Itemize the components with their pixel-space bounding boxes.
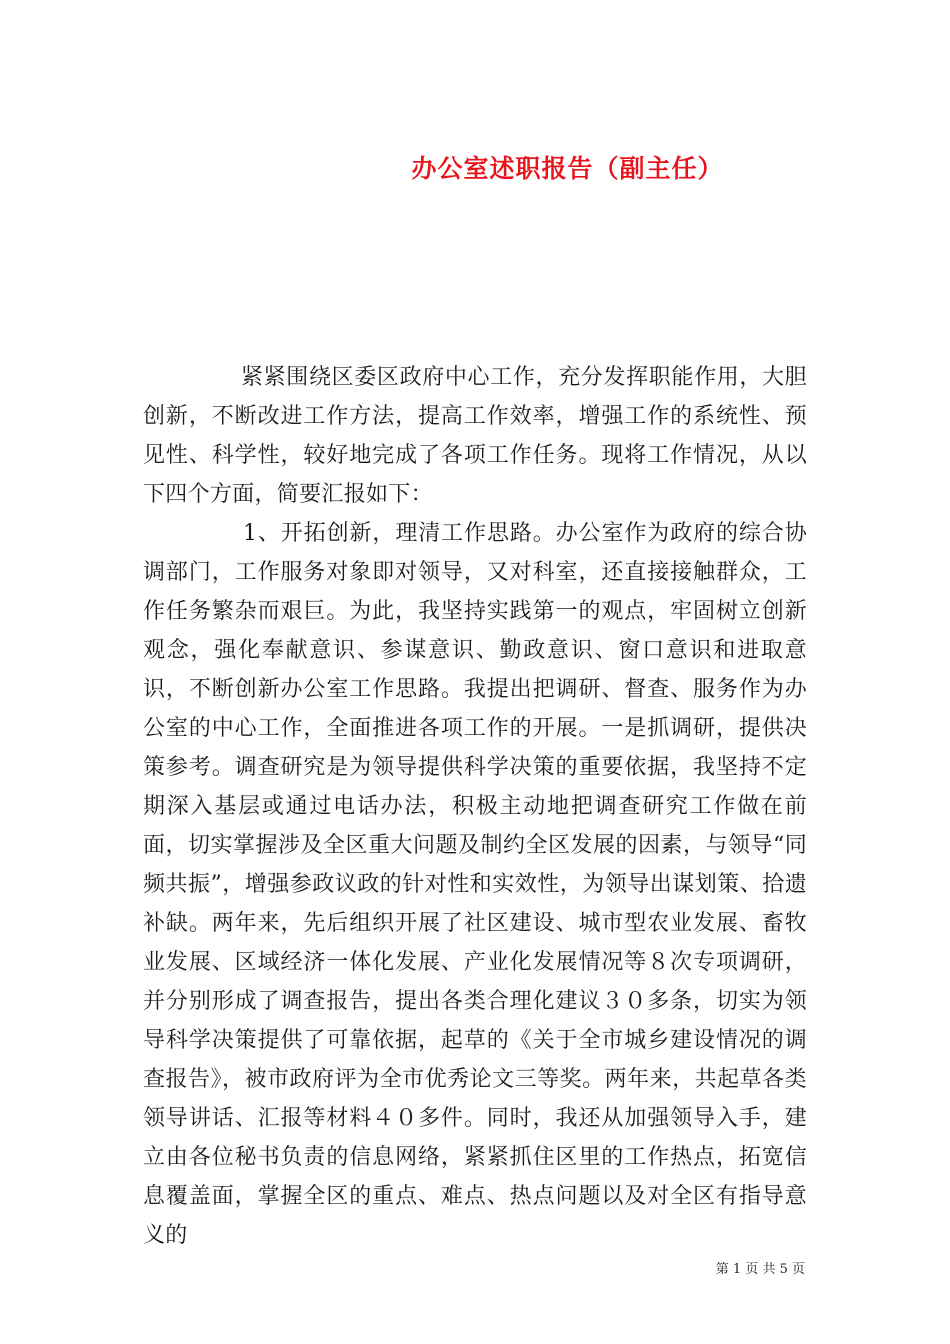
body-paragraph: 紧紧围绕区委区政府中心工作，充分发挥职能作用，大胆创新，不断改进工作方法，提高工作效率，增强工作的系统性、预见性、科学性，较好地完成了各项工作任务。现将工作情况，从以下四个方面，简要汇报如下：	[143, 365, 807, 507]
page-title: 办公室述职报告（副主任）	[411, 153, 724, 183]
body-paragraph: 1、开拓创新，理清工作思路。办公室作为政府的综合协调部门，工作服务对象即对领导，又对科室，还直接接触群众，工作任务繁杂而艰巨。为此，我坚持实践第一的观点，牢固树立创新观念，强化奉献意识、参谋意识、勤政意识、窗口意识和进取意识，不断创新办公室工作思路。我提出把调研、督查、服务作为办公室的中心工作，全面推进各项工作的开展。一是抓调研，提供决策参考。调查研究是为领导提供科学决策的重要依据，我坚持不定期深入基层或通过电话办法，积极主动地把调查研究工作做在前面，切实掌握涉及全区重大问题及制约全区发展的因素，与领导“同频共振”，增强参政议政的针对性和实效性，为领导出谋划策、拾遗补缺。两年来，先后组织开展了社区建设、城市型农业发展、畜牧业发展、区域经济一体化发展、产业化发展情况等８次专项调研，并分别形成了调查报告，提出各类合理化建议３０多条，切实为领导科学决策提供了可靠依据，起草的《关于全市城乡建设情况的调查报告》，被市政府评为全市优秀论文三等奖。两年来，共起草各类领导讲话、汇报等材料４０多件。同时，我还从加强领导入手，建立由各位秘书负责的信息网络，紧紧抓住区里的工作热点，拓宽信息覆盖面，掌握全区的重点、难点、热点问题以及对全区有指导意义的	[143, 521, 807, 1248]
page-number: 第 1 页 共 5 页	[715, 1262, 805, 1277]
document-body	[143, 358, 807, 1255]
